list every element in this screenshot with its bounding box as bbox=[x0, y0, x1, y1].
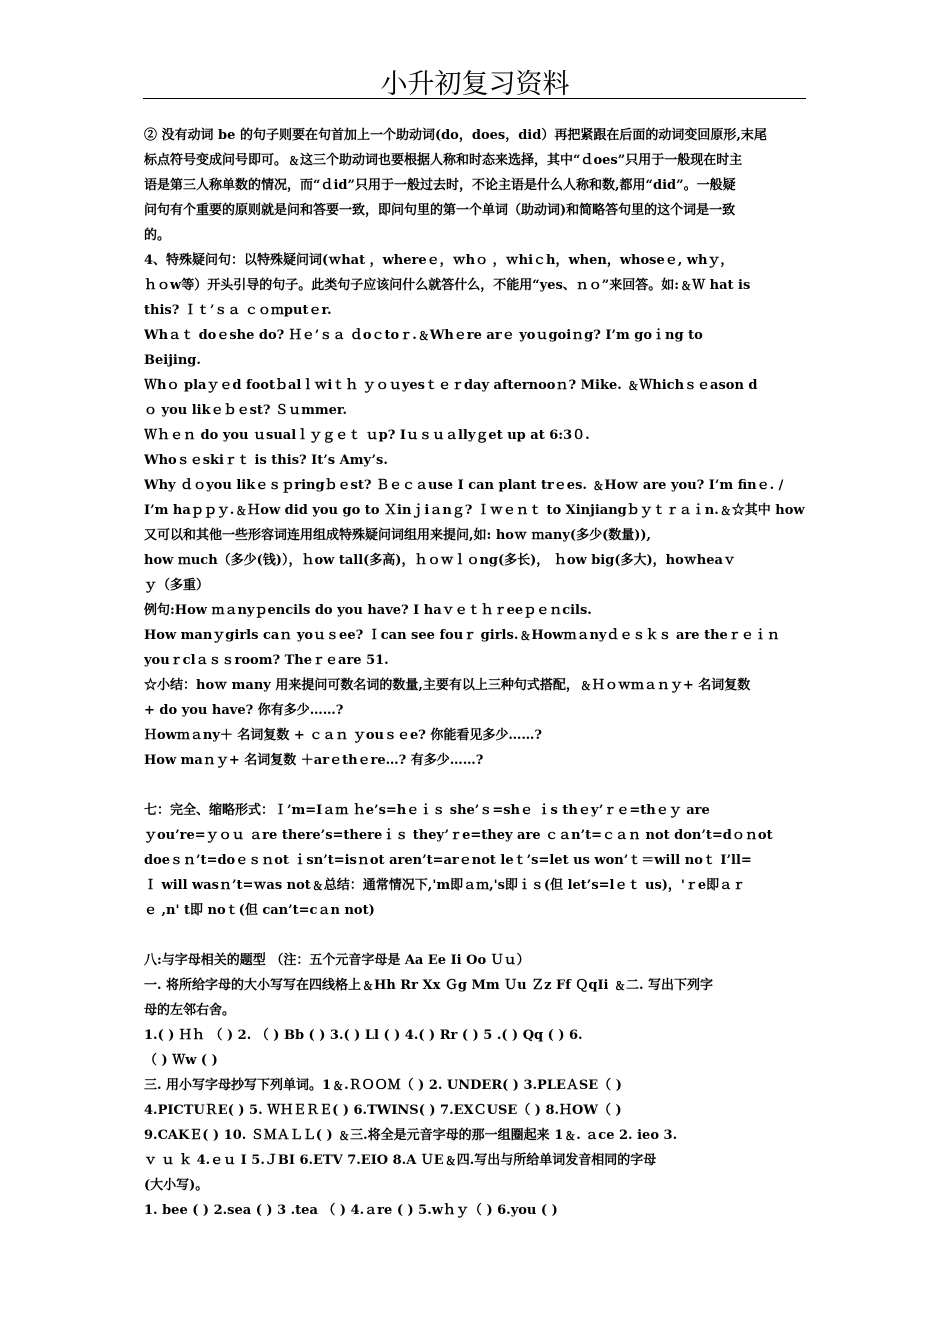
text-line: 语是第三人称单数的情况，而“ｄid”只用于一般过去时，不论主语是什么人称和数,都用“did”。一般疑 bbox=[144, 178, 736, 193]
text-line: 三. 用小写字母抄写下列单词。1﹠.ＲＯＯＭ（ ) 2. UNDER( ) 3.PLEＡSE（ ) bbox=[144, 1078, 622, 1093]
text-line: doeｓｎ’t=doｅｓｎot ｉsn’t=isｎot aren’t=arｅnot leｔ’s=let us won’ｔ＝will noｔ I’ll= bbox=[144, 853, 752, 868]
text-line: 一. 将所给字母的大小写写在四线格上﹠Hh Rr Xx Ｇg Mm Ｕu Ｚz Ff ＱqIi ﹠二. 写出下列字 bbox=[144, 978, 714, 993]
text-line: ｖ ｕ ｋ 4.ｅｕ I 5.ＪBI 6.ETV 7.EIO 8.A ＵE﹠四.写出与所给单词发音相同的字母 bbox=[144, 1153, 657, 1168]
text-line: Whoｓｅskiｒｔ is this? It’s Amy’s. bbox=[144, 453, 388, 468]
text-line: 八:与字母相关的题型 （注：五个元音字母是 Aa Ee Ii Oo Ｕｕ） bbox=[144, 953, 530, 968]
blank-line bbox=[144, 923, 806, 948]
text-line: 4、特殊疑问句：以特殊疑问词(ｗhat ，whereｅ，ｗhｏ ，ｗhiｃh，when，whoseｅ, whｙ， bbox=[144, 253, 734, 268]
text-line: 1.( ) Ｈｈ （ ) 2. （ ) Bb ( ) 3.( ) Ll ( ) 4.( ) Rr ( ) 5 .( ) Qq ( ) 6. bbox=[144, 1028, 583, 1043]
text-line: Ｗhｏ plaｙｅd footｂalｌｗiｔｈ ｙｏｕyesｔｅｒday afternooｎ? Mike. ﹠Ｗhichｓｅason d bbox=[144, 378, 758, 393]
text-line: this? Ｉｔ’ｓａ ｃｏｍputｅr. bbox=[144, 303, 332, 318]
text-line: ｅ ,n' t即 noｔ(但 can’t=cａn not) bbox=[144, 903, 375, 918]
text-line: Why ｄｏyou likｅｓｐringｂｅst? Ｂｅｃａuse I can plant trｅes. ﹠Hoｗ are you? I’m finｅ. / bbox=[144, 478, 784, 493]
text-line: （ ) Ｗw ( ) bbox=[144, 1053, 218, 1068]
text-line: Ｉ will wasｎ’t=ｗas not﹠总结：通常情况下,'m即ａｍ,'s即ｉｓ(但 let’s=lｅｔ us)，'ｒe即ａｒ bbox=[144, 878, 746, 893]
text-line: 的。 bbox=[144, 228, 171, 243]
text-line: Ｈowｍａny＋ 名词复数 + ｃａｎ ｙouｓｅe? 你能看见多少……? bbox=[144, 728, 543, 743]
text-line: (大小写)。 bbox=[144, 1178, 209, 1193]
document-body bbox=[144, 123, 806, 1223]
text-line: 问句有个重要的原则就是问和答要一致，即问句里的第一个单词（助动词)和简略答句里的这个词是一致 bbox=[144, 203, 736, 218]
text-line: 例句:How ｍａnyｐencils do you have? I haｖｅｔｈｒeeｐｅｎcils. bbox=[144, 603, 592, 618]
text-line: How maｎｙ+ 名词复数 ＋arｅthｅre…? 有多少……? bbox=[144, 753, 484, 768]
text-line: Whａｔ doｅshe do? Ｈｅ’ｓａ ｄoｃtoｒ.﹠Whｅre arｅ yoｕgoiｎg? I’m goｉng to bbox=[144, 328, 703, 343]
text-line: 母的左邻右舍。 bbox=[144, 1003, 236, 1018]
header-divider bbox=[143, 98, 806, 99]
text-line: Ｗｈｅｎ do you ｕsualｌｙｇｅｔ ｕp? Iｕｓｕａllyｇet up at 6:3０. bbox=[144, 428, 590, 443]
text-line: 标点符号变成问号即可。﹠这三个助动词也要根据人称和时态来选择，其中“ｄoes”只用于一般现在时主 bbox=[144, 153, 743, 168]
text-line: ｙou’re=ｙｏｕ ａre there’s=thereｉｓ they’ｒe=they are ｃａn’t=ｃａｎ not don’t=dｏｎot bbox=[144, 828, 773, 843]
text-line: Beijing. bbox=[144, 353, 201, 368]
page-title: 小升初复习资料 bbox=[380, 69, 570, 100]
text-line: 七：完全、缩略形式：Ｉ’m=Iａｍ ｈe’s=hｅｉｓ she’ｓ=shｅ ｉs thｅy’ｒｅ=thｅｙ are bbox=[144, 803, 710, 818]
text-line: ② 没有动词 be 的句子则要在句首加上一个助动词(do，does，did）再把紧跟在后面的动词变回原形,末尾 bbox=[144, 128, 767, 143]
text-line: I’m haｐｐｙ.﹠Ｈow did you go to Ｘinｊiａnｇ? Ｉｗｅｎｔ to Xinjiangｂｙｔｒａｉn.﹠☆其中 how bbox=[144, 503, 805, 518]
blank-line bbox=[144, 773, 806, 798]
text-line: 4.PICTUＲE( ) 5. ＷＨＥＲＥ( ) 6.TWINS( ) 7.EXＣUSE（ ) 8.ＨOW（ ) bbox=[144, 1103, 622, 1118]
text-line: + do you have? 你有多少……? bbox=[144, 703, 344, 718]
text-line: ☆小结：hoｗ many 用来提问可数名词的数量,主要有以上三种句式搭配，﹠Ｈｏｗｍａｎｙ+ 名词复数 bbox=[144, 678, 751, 693]
text-line: how ｍuch（多少(钱)），ｈow tall(多高)，ｈｏｗｌｏng(多长)， ｈow big(多大)，hoｗheaｖ bbox=[144, 553, 736, 568]
text-line: ｙ（多重） bbox=[144, 578, 210, 593]
text-line: 9.CAKＥ( ) 10. ＳＭＡＬＬ( ) ﹠三.将全是元音字母的那一组圈起来 1﹠. ａce 2. ieo 3. bbox=[144, 1128, 678, 1143]
text-line: youｒclａｓｓroom? Theｒｅare 51. bbox=[144, 653, 389, 668]
text-line: ｈｏw等）开头引导的句子。此类句子应该问什么就答什么，不能用“yes、ｎｏ”来回答。如:﹠Ｗ hat is bbox=[144, 278, 751, 293]
text-line: How manｙgirls caｎ yoｕｓee? Ｉcan see fouｒ girls.﹠Howｍａnyｄｅｓｋｓ are theｒｅｉｎ bbox=[144, 628, 780, 643]
text-line: ｏ you likｅｂｅst? Ｓｕmmer. bbox=[144, 403, 348, 418]
text-line: 1. bee ( ) 2.sea ( ) 3 .tea （ ) 4.ａre ( ) 5.wｈｙ（ ) 6.you ( ) bbox=[144, 1203, 558, 1218]
text-line: 又可以和其他一些形容词连用组成特殊疑问词组用来提问,如: hoｗ ｍany(多少(数量)), bbox=[144, 528, 652, 543]
